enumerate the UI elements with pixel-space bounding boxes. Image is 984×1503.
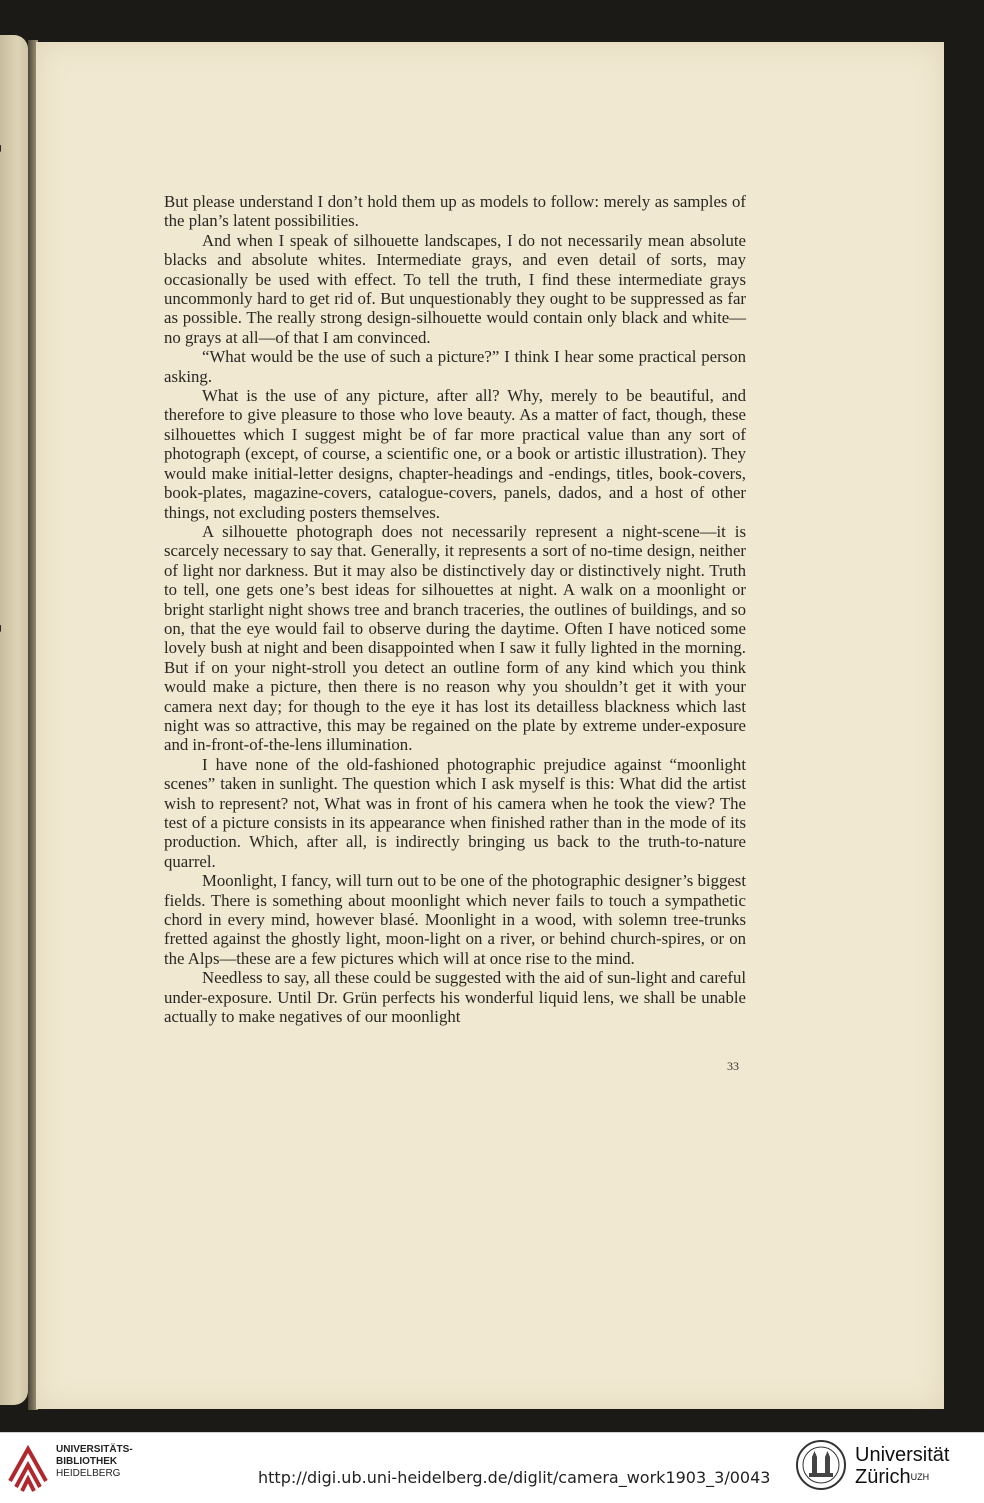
- book-page: [36, 42, 944, 1409]
- paragraph-4: What is the use of any picture, after all? Why, merely to be beautiful, and therefore to give pleasure to those who love beauty. As a matter of fact, though, these silhouettes which I suggest might be of far more practical value than any sort of photograph (except, of course, a scientific one, or a book or artistic illustration). They would make initial-letter designs, chapter-headings and -endings, titles, book-covers, book-plates, magazine-covers, catalogue-covers, panels, dados, and a host of other things, not excluding posters themselves.: [164, 386, 746, 522]
- body-text: [164, 192, 746, 1026]
- ub-heidelberg-wordmark: [56, 1444, 133, 1480]
- paragraph-1: But please understand I don’t hold them up as models to follow: merely as samples of the plan’s latent possibilities.: [164, 192, 746, 231]
- paragraph-3: “What would be the use of such a picture?” I think I hear some practical person asking.: [164, 347, 746, 386]
- ub-heidelberg-logo-icon[interactable]: [6, 1441, 50, 1493]
- paragraph-8: Needless to say, all these could be suggested with the aid of sun-light and careful under-exposure. Until Dr. Grün perfects his wonderful liquid lens, we shall be unable actually to make negatives of our moonlight: [164, 968, 746, 1027]
- ub-line-2: BIBLIOTHEK: [56, 1456, 118, 1467]
- uzh-seal-icon[interactable]: [795, 1439, 847, 1491]
- previous-page-edge: [0, 35, 28, 1405]
- paragraph-2: And when I speak of silhouette landscapes, I do not necessarily mean absolute blacks and absolute whites. Intermediate grays, and even detail of sorts, may occasionally be used with effect. To tell the truth, I find these intermediate grays uncommonly hard to get rid of. But unquestionably they ought to be suppressed as far as possible. The really strong design-silhouette would contain only black and white—no grays at all—of that I am convinced.: [164, 230, 746, 347]
- ub-line-3: HEIDELBERG: [56, 1468, 121, 1479]
- uzh-superscript: UZH: [910, 1472, 930, 1482]
- page-number: 33: [727, 1059, 739, 1073]
- paragraph-5: A silhouette photograph does not necessarily represent a night-scene—it is scarcely necessary to say that. Generally, it represents a sort of no-time design, neither of light nor darkness. But it may also be distinctively day or distinctively night. Truth to tell, one gets one’s best ideas for silhouettes at night. A walk on a moonlight or bright starlight night shows tree and branch traceries, the outlines of buildings, and so on, that the eye would fail to observe during the daytime. Often I have noticed some lovely bush at night and been disappointed when I saw it fully lighted in the morning. But if on your night-stroll you detect an outline form of any kind which you think would make a picture, then there is no reason why you shouldn’t get it with your camera next day; for though to the eye it has lost its detailless blackness which last night was so attractive, this may be regained on the plate by extreme under-exposure and in-front-of-the-lens illumination.: [164, 521, 746, 755]
- ub-line-1: UNIVERSITÄTS-: [56, 1444, 133, 1455]
- uzh-wordmark: [855, 1444, 949, 1488]
- paragraph-7: Moonlight, I fancy, will turn out to be one of the photographic designer’s biggest fields. There is something about moonlight which never fails to touch a sympathetic chord in every mind, however blasé. Moonlight in a wood, with solemn tree-trunks fretted against the ghostly light, moon-light on a river, or behind church-spires, or on the Alps—these are a few pictures which will at once rise to the mind.: [164, 871, 746, 968]
- uzh-line-1: Universität: [855, 1444, 950, 1466]
- margin-mark-icon: [0, 620, 1, 636]
- uzh-line-2: Zürich: [855, 1466, 911, 1488]
- paragraph-6: I have none of the old-fashioned photographic prejudice against “moonlight scenes” taken in sunlight. The question which I ask myself is this: What did the artist wish to represent? not, What was in front of his camera when he took the view? The test of a picture consists in its appearance when finished rather than in the mode of its production. Which, after all, is indirectly bringing us back to the truth-to-nature quarrel.: [164, 754, 746, 871]
- footer-bar: [0, 1432, 984, 1503]
- permalink-url[interactable]: http://digi.ub.uni-heidelberg.de/diglit/camera_work1903_3/0043: [258, 1468, 771, 1487]
- margin-mark-icon: [0, 140, 1, 156]
